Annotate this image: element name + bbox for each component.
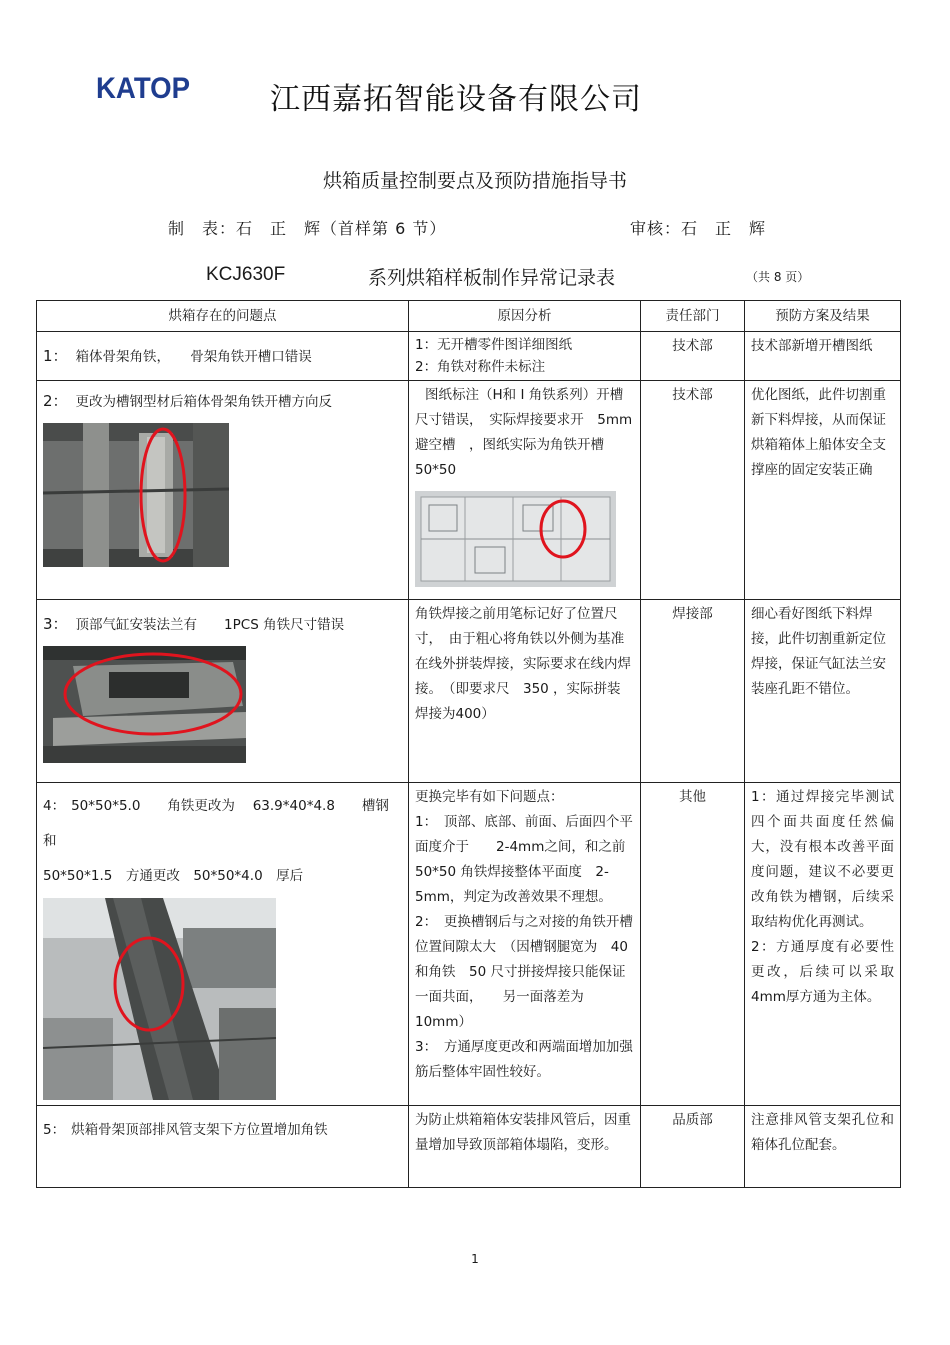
issue-number: 2： xyxy=(43,392,68,410)
dept-cell: 品质部 xyxy=(641,1106,745,1188)
plan-cell: 1：通过焊接完毕测试四个面共面度任然偏大，没有根本改善平面度问题，建议不必要更改角铁为槽钢，后续采取结构优化再测试。 2：方通厚度有必要性更改，后续可以采取 4mm厚方通为主体。 xyxy=(745,783,901,1106)
issue-text-line2: 50*50*1.5 方通更改 50*50*4.0 厚后 xyxy=(43,868,304,884)
issue-text: 顶部气缸安装法兰有 1PCS 角铁尺寸错误 xyxy=(75,617,345,633)
issue-number: 4： xyxy=(43,798,66,814)
photo-flange-angle-iron xyxy=(43,646,246,763)
table-row xyxy=(37,332,901,381)
maker-line: 制 表：石 正 辉（首样第 6 节） xyxy=(168,219,447,238)
page-count: （共 8 页） xyxy=(746,270,810,284)
plan-cell: 细心看好图纸下料焊接，此件切割重新定位焊接，保证气缸法兰安装座孔距不错位。 xyxy=(745,600,901,783)
document-title: 烘箱质量控制要点及预防措施指导书 xyxy=(322,170,627,192)
cause-text: 图纸标注（H和 I 角铁系列）开槽尺寸错误， 实际焊接要求开 5mm避空槽 ，图纸实际为角铁开槽 50*50 xyxy=(415,387,633,478)
photo-square-tube-frame xyxy=(43,898,276,1100)
column-header-cause: 原因分析 xyxy=(409,301,641,332)
issue-number: 5： xyxy=(43,1122,66,1138)
issue-number: 1： xyxy=(43,347,68,365)
table-row xyxy=(37,381,901,600)
column-header-plan: 预防方案及结果 xyxy=(745,301,901,332)
company-logo: KATOP xyxy=(96,72,191,105)
plan-cell: 优化图纸，此件切割重新下料焊接，从而保证烘箱箱体上船体安全支撑座的固定安装正确 xyxy=(745,381,901,600)
dept-cell: 技术部 xyxy=(641,381,745,600)
company-name: 江西嘉拓智能设备有限公司 xyxy=(270,82,642,117)
form-model: KCJ630F xyxy=(206,264,286,285)
issue-cell xyxy=(37,600,409,783)
dept-cell: 焊接部 xyxy=(641,600,745,783)
issue-number: 3： xyxy=(43,615,68,633)
reviewer-line: 审核：石 正 辉 xyxy=(630,219,767,238)
abnormal-record-table xyxy=(36,300,901,1188)
issue-text: 烘箱骨架顶部排风管支架下方位置增加角铁 xyxy=(71,1122,328,1138)
issue-cell xyxy=(37,332,409,381)
issue-cell xyxy=(37,1106,409,1188)
issue-text: 箱体骨架角铁， 骨架角铁开槽口错误 xyxy=(75,349,312,365)
table-row xyxy=(37,783,901,1106)
column-header-dept: 责任部门 xyxy=(641,301,745,332)
issue-cell xyxy=(37,381,409,600)
cause-cell: 更换完毕有如下问题点： 1： 顶部、底部、前面、后面四个平面度介于 2-4mm之间，和之前 50*50 角铁焊接整体平面度 2-5mm，判定为改善效果不理想。 2： 更换槽钢后与之对接的角铁开槽位置间隙太大 （因槽钢腿宽为 40 和角铁 50 尺寸拼接焊接只能保证一面共面， 另一面落差为 10mm） 3： 方通厚度更改和两端面增加加强筋后整体牢固性较好。 xyxy=(409,783,641,1106)
cause-cell: 1：无开槽零件图详细图纸 2：角铁对称件未标注 xyxy=(409,332,641,381)
cause-cell: 角铁焊接之前用笔标记好了位置尺寸， 由于粗心将角铁以外侧为基准在线外拼装焊接，实际要求在线内焊接。 （即要求尺 350 ，实际拼装焊接为400） xyxy=(409,600,641,783)
issue-text-line1: 50*50*5.0 角铁更改为 63.9*40*4.8 槽钢和 xyxy=(43,798,389,849)
dept-cell: 其他 xyxy=(641,783,745,1106)
table-header-row xyxy=(37,301,901,332)
issue-cell xyxy=(37,783,409,1106)
dept-cell: 技术部 xyxy=(641,332,745,381)
table-row xyxy=(37,600,901,783)
photo-drawing-annotation xyxy=(415,491,616,587)
page-number: 1 xyxy=(471,1252,479,1266)
cause-cell: 为防止烘箱箱体安装排风管后，因重量增加导致顶部箱体塌陷，变形。 xyxy=(409,1106,641,1188)
cause-cell xyxy=(409,381,641,600)
table-row xyxy=(37,1106,901,1188)
form-title: 系列烘箱样板制作异常记录表 xyxy=(368,267,616,289)
issue-text: 更改为槽钢型材后箱体骨架角铁开槽方向反 xyxy=(75,394,333,410)
plan-cell: 注意排风管支架孔位和箱体孔位配套。 xyxy=(745,1106,901,1188)
column-header-issue: 烘箱存在的问题点 xyxy=(37,301,409,332)
plan-cell: 技术部新增开槽图纸 xyxy=(745,332,901,381)
photo-channel-steel-frame xyxy=(43,423,229,567)
